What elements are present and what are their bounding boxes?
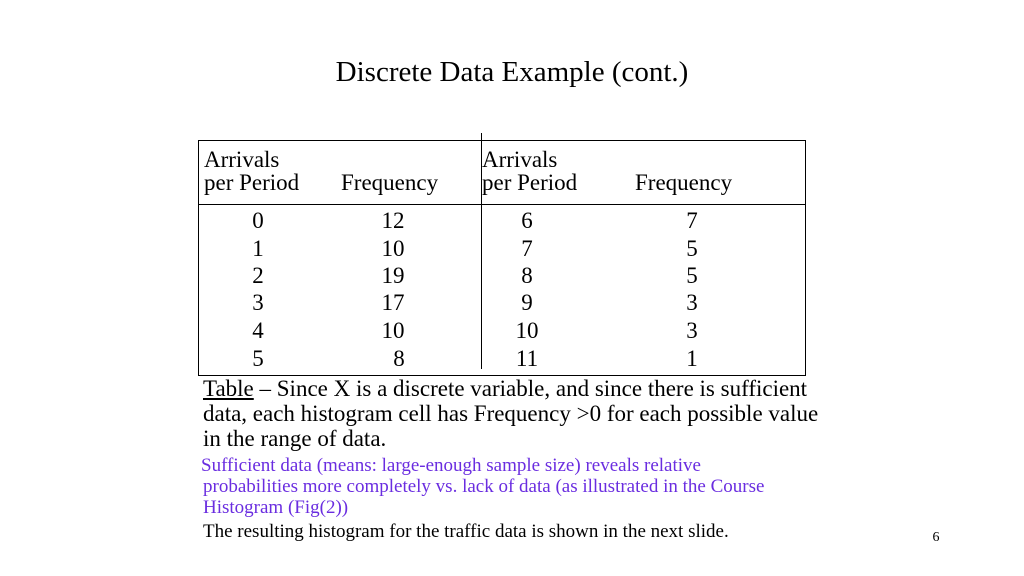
arrivals-cell: 4 [252, 318, 264, 343]
caption-text: – Since X is a discrete variable, and since there is sufficient data, each histogram cell has Frequency >0 for each possible value in the range of data. [203, 376, 819, 451]
header-arrivals-left-line2: per Period [204, 170, 300, 195]
frequency-cell: 17 [381, 290, 405, 315]
table-row [199, 289, 805, 316]
table-row [199, 262, 805, 289]
caption-label: Table [203, 376, 254, 401]
table-row [199, 345, 805, 372]
frequency-cell: 3 [686, 290, 698, 315]
note-line-1: Sufficient data (means: large-enough sample size) reveals relative [201, 455, 701, 476]
header-arrivals-left-line1: Arrivals [204, 147, 280, 172]
arrivals-cell: 3 [252, 290, 264, 315]
arrivals-cell: 6 [521, 208, 533, 233]
header-arrivals-right-line2: per Period [482, 170, 578, 195]
arrivals-cell: 2 [252, 263, 264, 288]
frequency-cell: 1 [686, 346, 698, 371]
arrivals-cell: 8 [521, 263, 533, 288]
header-frequency-right: Frequency [635, 170, 733, 195]
frequency-cell: 10 [381, 236, 405, 261]
header-divider [199, 204, 805, 205]
table-caption [203, 376, 823, 451]
frequency-cell: 12 [381, 208, 405, 233]
arrivals-cell: 7 [521, 236, 533, 261]
arrivals-cell: 5 [252, 346, 264, 371]
table-row [199, 235, 805, 262]
frequency-cell: 3 [686, 318, 698, 343]
frequency-cell: 7 [686, 208, 698, 233]
arrivals-cell: 10 [515, 318, 539, 343]
arrivals-cell: 1 [252, 236, 264, 261]
header-frequency-left: Frequency [341, 170, 439, 195]
table-row [199, 317, 805, 344]
frequency-table [198, 140, 806, 376]
frequency-cell: 10 [381, 318, 405, 343]
frequency-cell: 5 [686, 236, 698, 261]
page-number: 6 [932, 530, 940, 545]
arrivals-cell: 0 [252, 208, 264, 233]
note-line-2: probabilities more completely vs. lack of data (as illustrated in the Course [203, 476, 765, 497]
sufficient-data-note [201, 455, 851, 518]
table-row [199, 207, 805, 234]
slide-title: Discrete Data Example (cont.) [335, 56, 689, 88]
frequency-cell: 5 [686, 263, 698, 288]
header-arrivals-right-line1: Arrivals [482, 147, 558, 172]
arrivals-cell: 9 [521, 290, 533, 315]
note-line-3: Histogram (Fig(2)) [203, 497, 349, 518]
arrivals-cell: 11 [515, 346, 539, 371]
closing-sentence: The resulting histogram for the traffic data is shown in the next slide. [203, 521, 729, 542]
frequency-cell: 8 [393, 346, 405, 371]
frequency-cell: 19 [381, 263, 405, 288]
